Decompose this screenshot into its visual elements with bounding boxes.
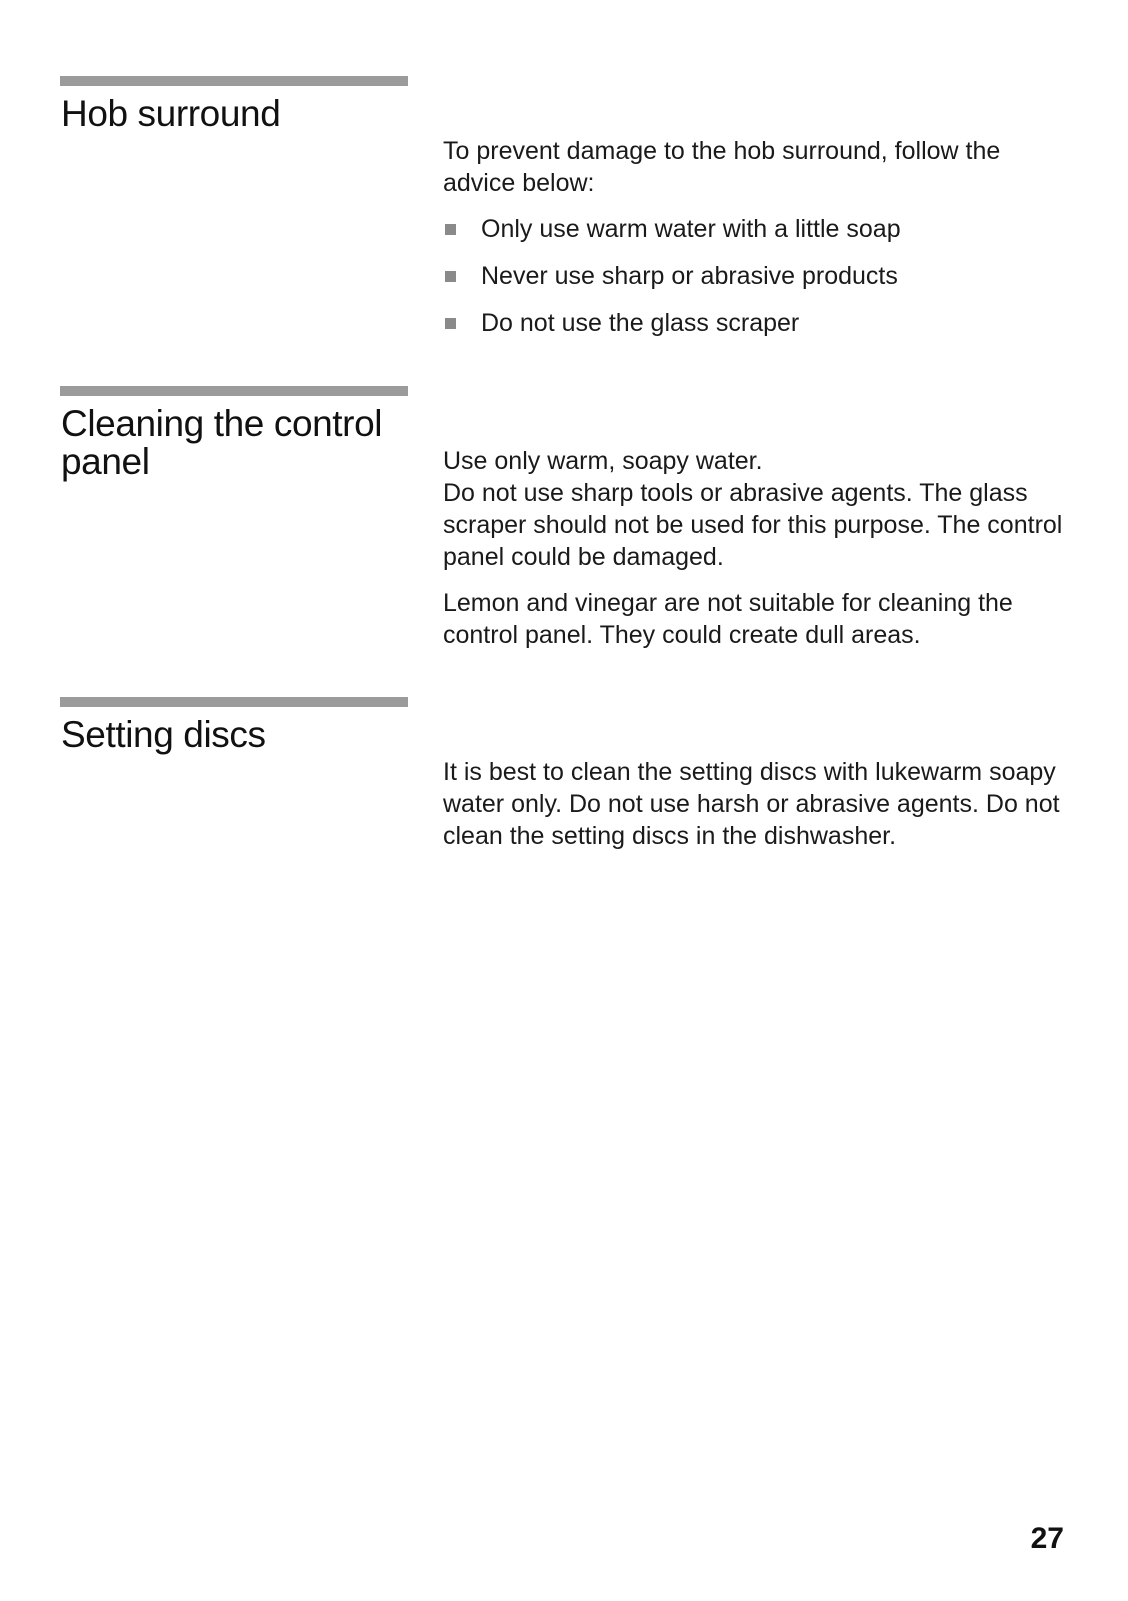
body-control-panel [443,445,1063,665]
hob-surround-bullet-list [443,213,1063,339]
body-setting-discs [443,756,1063,866]
section-rule-hob-surround [60,76,408,86]
list-item-text: Never use sharp or abrasive products [481,262,898,290]
control-panel-line1: Use only warm, soapy water. [443,447,763,475]
list-item-text: Only use warm water with a little soap [481,215,901,243]
hob-surround-intro: To prevent damage to the hob surround, follow the advice below: [443,137,1001,197]
list-item [443,213,1063,245]
list-item-text: Do not use the glass scraper [481,309,800,337]
heading-setting-discs: Setting discs [61,714,266,755]
control-panel-para1: Do not use sharp tools or abrasive agents. The glass scraper should not be used for this purpose. The control panel could be damaged. [443,479,1063,571]
setting-discs-para1: It is best to clean the setting discs with lukewarm soapy water only. Do not use harsh or abrasive agents. Do not clean the setting discs in the dishwasher. [443,758,1060,850]
list-item [443,260,1063,292]
section-rule-setting-discs [60,697,408,707]
heading-hob-surround: Hob surround [61,93,281,134]
page-number: 27 [1030,1522,1064,1555]
body-hob-surround [443,135,1063,354]
list-item [443,307,1063,339]
section-rule-control-panel [60,386,408,396]
control-panel-para2: Lemon and vinegar are not suitable for cleaning the control panel. They could create dull areas. [443,589,1013,649]
heading-cleaning-control-panel: Cleaning the control panel [61,403,383,482]
square-bullet-icon [445,271,456,282]
square-bullet-icon [445,318,456,329]
square-bullet-icon [445,224,456,235]
